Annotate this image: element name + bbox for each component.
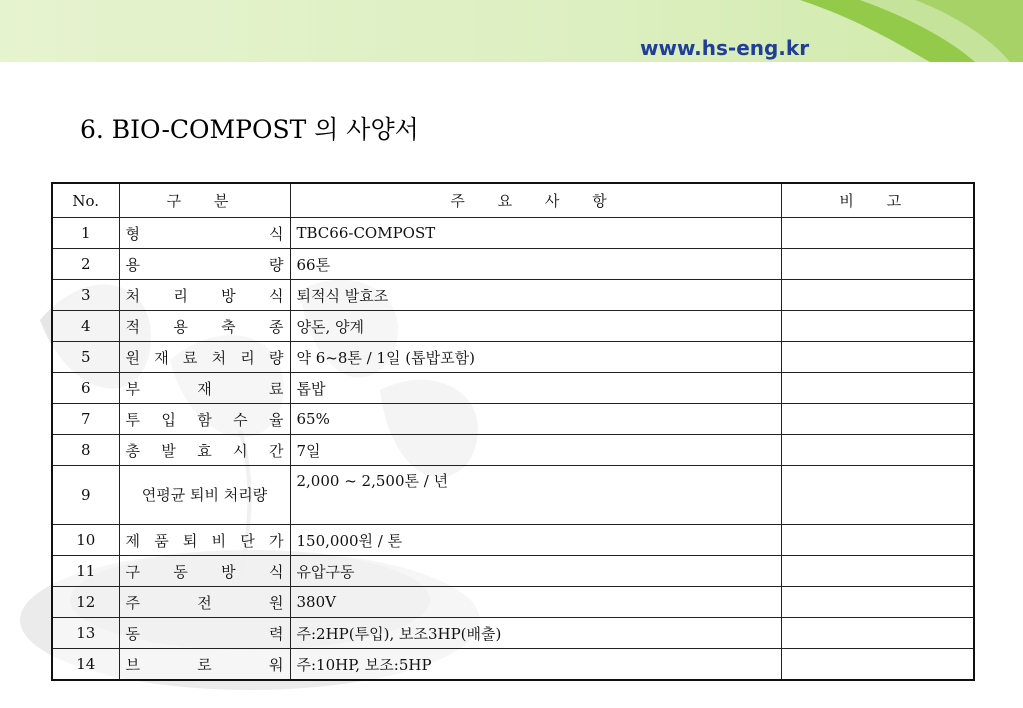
row-no: 4 — [52, 311, 119, 342]
row-category: 연평균 퇴비 처리량 — [119, 466, 290, 525]
row-category: 구 동 방 식 — [119, 556, 290, 587]
row-no: 13 — [52, 618, 119, 649]
row-no: 7 — [52, 404, 119, 435]
row-no: 3 — [52, 280, 119, 311]
row-value: 380V — [290, 587, 781, 618]
row-remarks — [781, 311, 974, 342]
row-remarks — [781, 587, 974, 618]
row-value: 양돈, 양계 — [290, 311, 781, 342]
row-no: 8 — [52, 435, 119, 466]
row-remarks — [781, 249, 974, 280]
table-row — [52, 466, 974, 525]
row-value: 퇴적식 발효조 — [290, 280, 781, 311]
header-category: 구 분 — [119, 183, 290, 218]
row-category: 동 력 — [119, 618, 290, 649]
row-value: TBC66-COMPOST — [290, 218, 781, 249]
table-row — [52, 556, 974, 587]
row-value: 약 6~8톤 / 1일 (톱밥포함) — [290, 342, 781, 373]
row-remarks — [781, 404, 974, 435]
row-category: 제 품 퇴 비 단 가 — [119, 525, 290, 556]
table-row — [52, 404, 974, 435]
row-category: 적 용 축 종 — [119, 311, 290, 342]
row-no: 14 — [52, 649, 119, 681]
row-remarks — [781, 218, 974, 249]
header-no: No. — [52, 183, 119, 218]
table-row — [52, 280, 974, 311]
row-no: 1 — [52, 218, 119, 249]
row-category: 원 재 료 처 리 량 — [119, 342, 290, 373]
row-no: 12 — [52, 587, 119, 618]
row-category: 부 재 료 — [119, 373, 290, 404]
row-remarks — [781, 618, 974, 649]
page-title: 6. BIO-COMPOST 의 사양서 — [80, 115, 419, 144]
table-row — [52, 587, 974, 618]
row-category: 형 식 — [119, 218, 290, 249]
row-value: 유압구동 — [290, 556, 781, 587]
table-row — [52, 618, 974, 649]
row-category: 처 리 방 식 — [119, 280, 290, 311]
row-value: 150,000원 / 톤 — [290, 525, 781, 556]
row-remarks — [781, 280, 974, 311]
row-value: 주:10HP, 보조:5HP — [290, 649, 781, 681]
table-row — [52, 435, 974, 466]
row-category: 투 입 함 수 율 — [119, 404, 290, 435]
row-remarks — [781, 373, 974, 404]
row-value: 2,000 ~ 2,500톤 / 년 — [290, 466, 781, 525]
row-category: 총 발 효 시 간 — [119, 435, 290, 466]
row-value: 66톤 — [290, 249, 781, 280]
row-value: 7일 — [290, 435, 781, 466]
header-remarks: 비 고 — [781, 183, 974, 218]
row-no: 9 — [52, 466, 119, 525]
table-row — [52, 249, 974, 280]
row-no: 2 — [52, 249, 119, 280]
row-remarks — [781, 466, 974, 525]
table-row — [52, 649, 974, 681]
row-remarks — [781, 435, 974, 466]
row-remarks — [781, 342, 974, 373]
row-no: 10 — [52, 525, 119, 556]
row-remarks — [781, 649, 974, 681]
row-value: 주:2HP(투입), 보조3HP(배출) — [290, 618, 781, 649]
table-row — [52, 373, 974, 404]
header-content: 주 요 사 항 — [290, 183, 781, 218]
leaf-decoration — [0, 0, 1023, 62]
row-remarks — [781, 525, 974, 556]
row-category: 브 로 워 — [119, 649, 290, 681]
row-value: 톱밥 — [290, 373, 781, 404]
row-category: 주 전 원 — [119, 587, 290, 618]
table-header-row — [52, 183, 974, 218]
website-url[interactable]: www.hs-eng.kr — [640, 36, 810, 60]
spec-table — [51, 182, 975, 681]
table-row — [52, 342, 974, 373]
row-no: 5 — [52, 342, 119, 373]
row-remarks — [781, 556, 974, 587]
table-row — [52, 311, 974, 342]
table-row — [52, 525, 974, 556]
row-no: 6 — [52, 373, 119, 404]
table-row — [52, 218, 974, 249]
header-band — [0, 0, 1023, 62]
row-category: 용 량 — [119, 249, 290, 280]
row-no: 11 — [52, 556, 119, 587]
row-value: 65% — [290, 404, 781, 435]
